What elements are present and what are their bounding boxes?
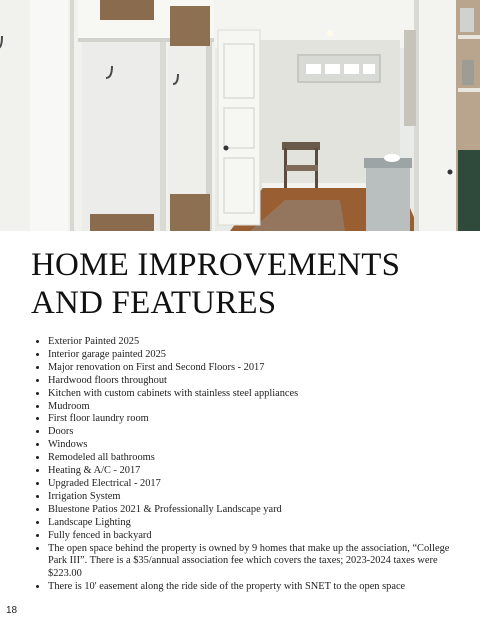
page-title: [31, 246, 400, 322]
list-item: • Interior garage painted 2025: [48, 349, 468, 362]
list-item: • The open space behind the property is owned by 9 homes that make up the association, “College Park III”. There is a $35/annual association fee which covers the taxes; 2023-2024 taxes were $223.00: [48, 543, 468, 582]
list-item: • Fully fenced in backyard: [48, 530, 468, 543]
list-item: • Exterior Painted 2025: [48, 336, 468, 349]
list-item: • Doors: [48, 426, 468, 439]
list-item: • Upgraded Electrical - 2017: [48, 478, 468, 491]
feature-list: [31, 336, 468, 594]
list-item: • There is 10' easement along the ride side of the property with SNET to the open space: [48, 581, 468, 594]
list-item: • Heating & A/C - 2017: [48, 465, 468, 478]
list-item: • Remodeled all bathrooms: [48, 452, 468, 465]
list-item: • Bluestone Patios 2021 & Professionally Landscape yard: [48, 504, 468, 517]
list-item: • Windows: [48, 439, 468, 452]
page-number: 18: [6, 605, 18, 616]
title-line-1: HOME IMPROVEMENTS: [31, 247, 401, 283]
list-item: • Landscape Lighting: [48, 517, 468, 530]
list-item: • Irrigation System: [48, 491, 468, 504]
list-item: • Hardwood floors throughout: [48, 375, 468, 388]
list-item: • Kitchen with custom cabinets with stainless steel appliances: [48, 388, 468, 401]
list-item: • Mudroom: [48, 401, 468, 414]
title-line-2: AND FEATURES: [31, 285, 277, 321]
list-item: • First floor laundry room: [48, 413, 468, 426]
list-item: • Major renovation on First and Second Floors - 2017: [48, 362, 468, 375]
mudroom-photo: [0, 0, 480, 231]
